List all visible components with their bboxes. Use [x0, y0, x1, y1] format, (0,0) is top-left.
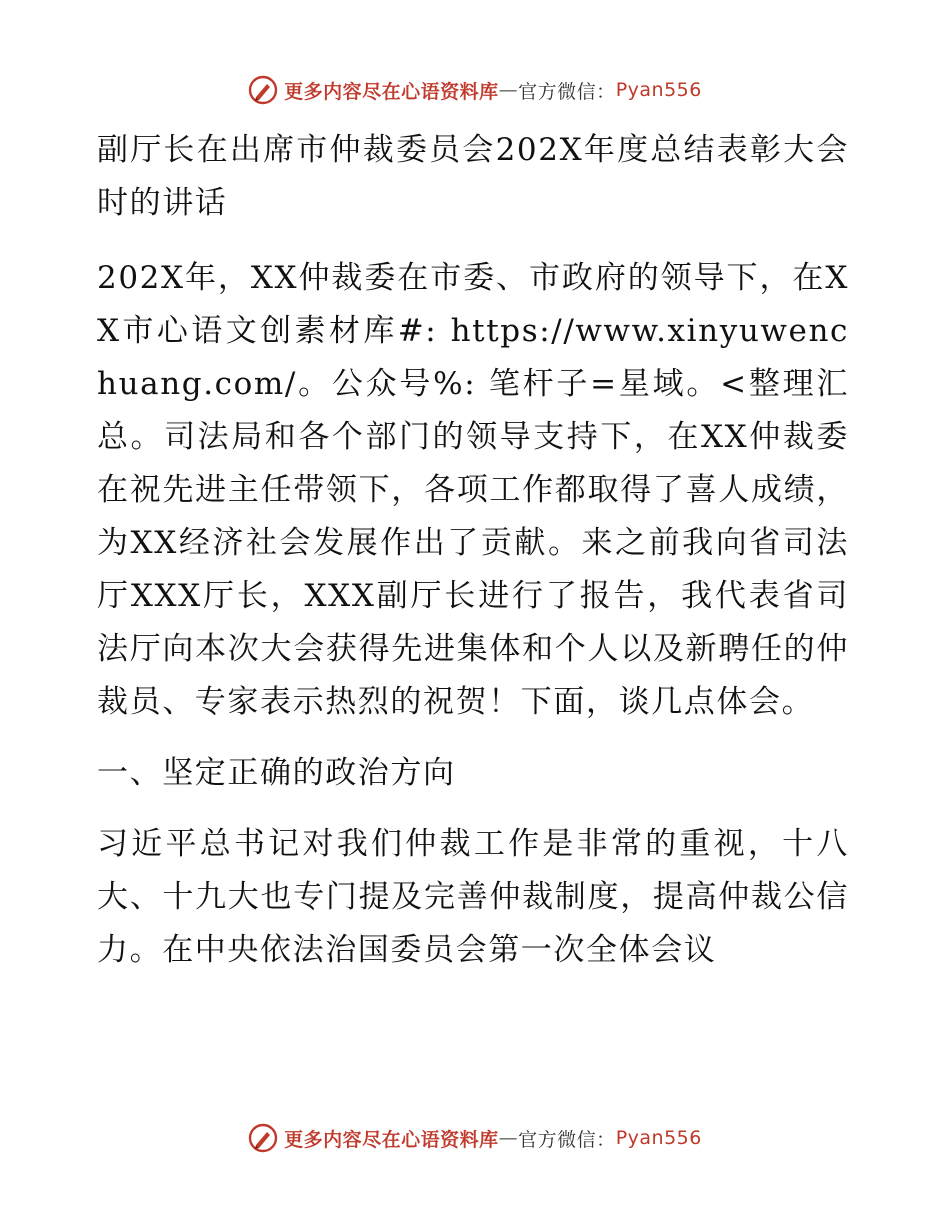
section-1-heading: 一、坚定正确的政治方向 — [97, 755, 456, 791]
banner-wechat-label: 官方微信： — [518, 80, 616, 103]
pen-logo-icon — [248, 1123, 278, 1153]
pen-logo-icon — [248, 75, 278, 105]
document-body — [97, 124, 849, 995]
banner-main-text: 更多内容尽在心语资料库 — [284, 80, 499, 103]
document-title: 副厅长在出席市仲裁委员会202X年度总结表彰大会时的讲话 — [97, 132, 849, 221]
header-banner — [0, 70, 950, 110]
banner-wechat-label: 官方微信： — [518, 1128, 616, 1151]
banner-separator: — — [498, 1127, 519, 1149]
banner-wechat-id: Pyan556 — [615, 79, 702, 101]
banner-wechat-id: Pyan556 — [615, 1127, 702, 1149]
banner-main-text: 更多内容尽在心语资料库 — [284, 1128, 499, 1151]
paragraph-2: 习近平总书记对我们仲裁工作是非常的重视，十八大、十九大也专门提及完善仲裁制度，提高仲裁公信力。在中央依法治国委员会第一次全体会议 — [97, 826, 849, 968]
paragraph-1: 202X年，XX仲裁委在市委、市政府的领导下，在XX市心语文创素材库#: https://www.xinyuwenchuang.com/。公众号%: 笔杆子=星域。<整理汇总。司法局和各个部门的领导支持下，在XX仲裁委在祝先进主任带领下，各项工作都取得了喜人成绩，为XX经济社会发展作出了贡献。来之前我向省司法厅XXX厅长，XXX副厅长进行了报告，我代表省司法厅向本次大会获得先进集体和个人以及新聘任的仲裁员、专家表示热烈的祝贺！下面，谈几点体会。 — [97, 260, 849, 720]
banner-separator: — — [498, 79, 519, 101]
footer-banner — [0, 1118, 950, 1158]
